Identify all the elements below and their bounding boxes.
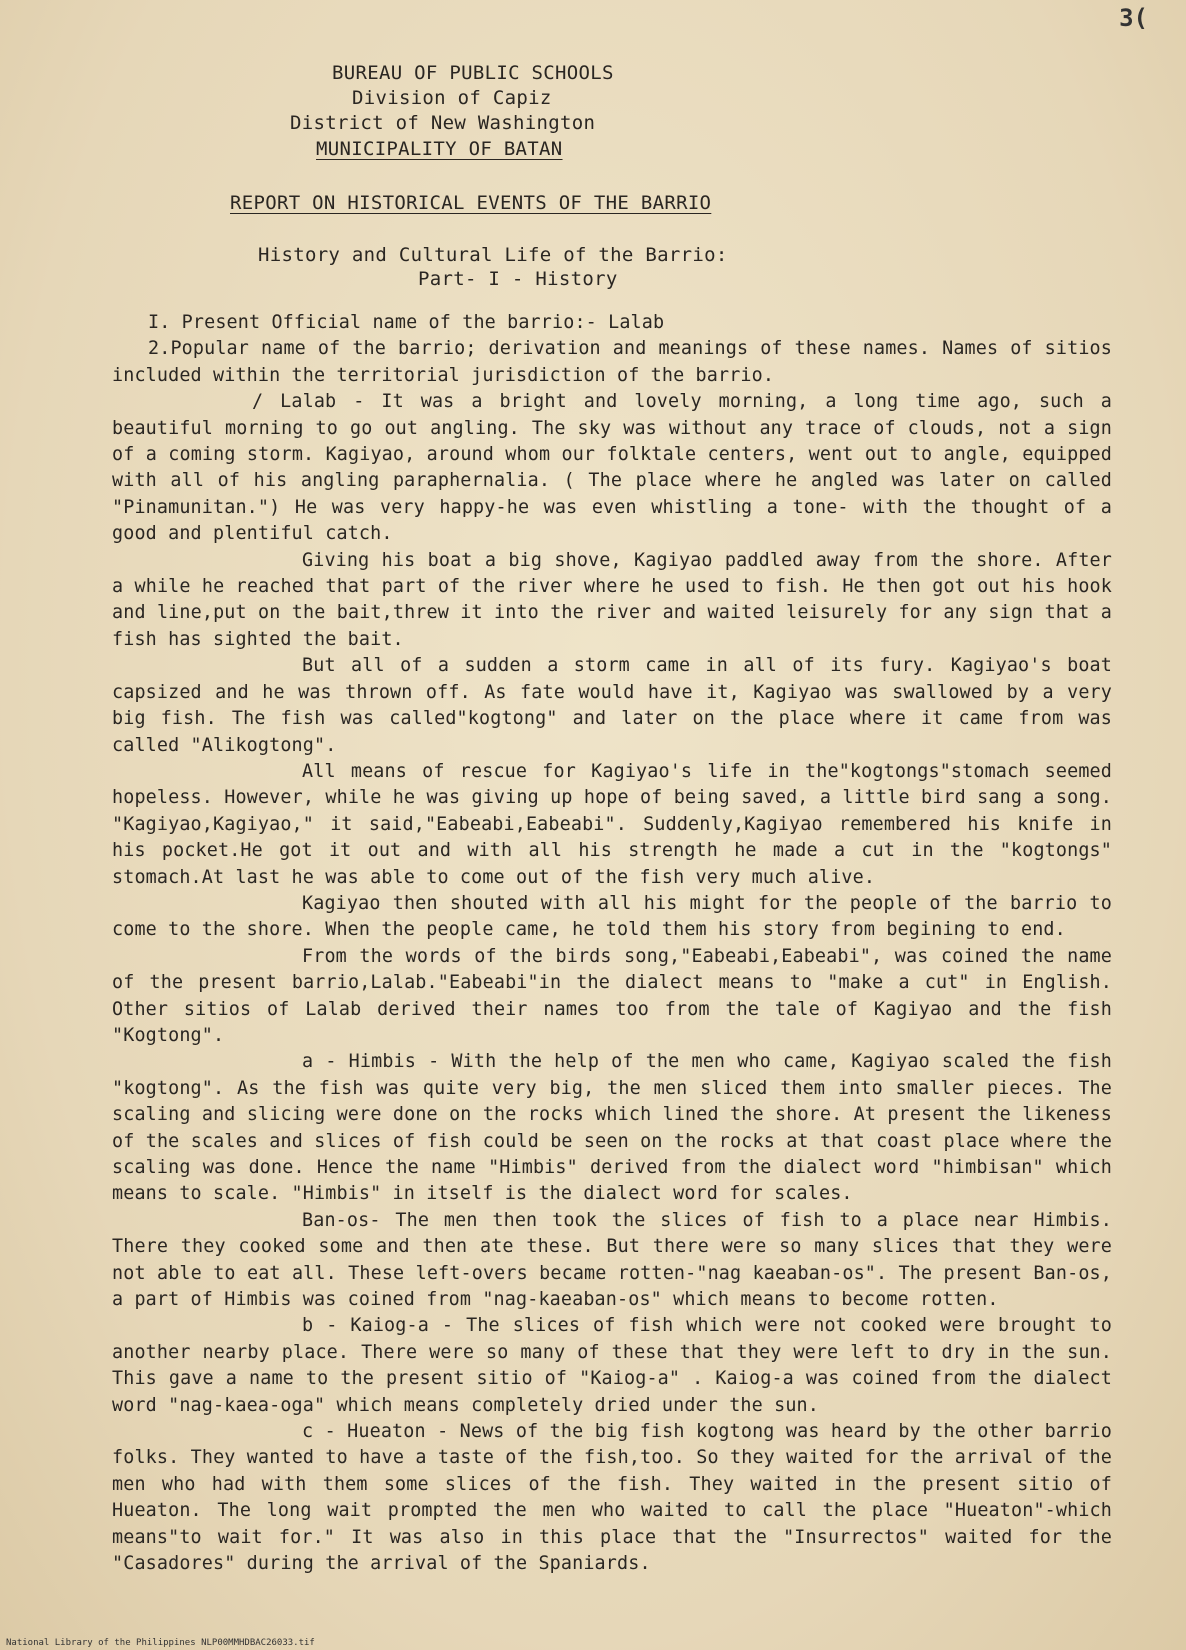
document-body <box>112 310 1112 1578</box>
paragraph-official-name: I. Present Official name of the barrio:- Lalab <box>148 312 665 333</box>
paragraph-storm: But all of a sudden a storm came in all of its fury. Kagiyao's boat capsized and he was thrown off. As fate would have it, Kagiyao was swallowed by a very big fish. The fish was called"kogtong" and later on the place where it came from was called "Alikogtong". <box>112 655 1112 756</box>
scan-footer: National Library of the Philippines NLP00MMHDBAC26033.tif <box>6 1638 315 1648</box>
division-line: Division of Capiz <box>352 87 552 109</box>
bureau-line: BUREAU OF PUBLIC SCHOOLS <box>332 62 614 84</box>
paragraph-himbis: a - Himbis - With the help of the men who came, Kagiyao scaled the fish "kogtong". As the fish was quite very big, the men sliced them into smaller pieces. The scaling and slicing were done on the rocks which lined the shore. At present the likeness of the scales and slices of fish could be seen on the rocks at that coast place where the scaling was done. Hence the name "Himbis" derived from the dialect word "himbisan" which means to scale. "Himbis" in itself is the dialect word for scales. <box>112 1051 1112 1205</box>
district-line: District of New Washington <box>290 112 596 134</box>
report-title: REPORT ON HISTORICAL EVENTS OF THE BARRIO <box>230 192 712 214</box>
paragraph-popular-name: 2.Popular name of the barrio; derivation and meanings of these names. Names of sitios included within the territorial jurisdiction of the barrio. <box>112 338 1112 386</box>
page-number: 3( <box>1119 4 1148 32</box>
subtitle-history-culture: History and Cultural Life of the Barrio: <box>258 244 728 266</box>
paragraph-bird-song: From the words of the birds song,"Eabeabi,Eabeabi", was coined the name of the present barrio,Lalab."Eabeabi"in the dialect means to "make a cut" in English. Other sitios of Lalab derived their names too from the tale of Kagiyao and the fish "Kogtong". <box>112 945 1112 1046</box>
paragraph-lalab-tale: / Lalab - It was a bright and lovely morning, a long time ago, such a beautiful morning to go out angling. The sky was without any trace of clouds, not a sign of a coming storm. Kagiyao, around whom our folktale centers, went out to angle, equipped with all of his angling paraphernalia. ( The place where he angled was later on called "Pinamunitan.") He was very happy-he was even whistling a tone- with the thought of a good and plentiful catch. <box>112 391 1112 545</box>
paragraph-boat-shove: Giving his boat a big shove, Kagiyao paddled away from the shore. After a while he reached that part of the river where he used to fish. He then got out his hook and line,put on the bait,threw it into the river and waited leisurely for any sign that a fish has sighted the bait. <box>112 549 1112 650</box>
paragraph-hueaton: c - Hueaton - News of the big fish kogtong was heard by the other barrio folks. They wanted to have a taste of the fish,too. So they waited for the arrival of the men who had with them some slices of the fish. They waited in the present sitio of Hueaton. The long wait prompted the men who waited to call the place "Hueaton"-which means"to wait for." It was also in this place that the "Insurrectos" waited for the "Casadores" during the arrival of the Spaniards. <box>112 1421 1112 1575</box>
paragraph-shout: Kagiyao then shouted with all his might for the people of the barrio to come to the shore. When the people came, he told them his story from begining to end. <box>112 892 1112 941</box>
paragraph-rescue: All means of rescue for Kagiyao's life in the"kogtongs"stomach seemed hopeless. However, while he was giving up hope of being saved, a little bird sang a song. "Kagiyao,Kagiyao," it said,"Eabeabi,Eabeabi". Suddenly,Kagiyao remembered his knife in his pocket.He got it out and with all his strength he made a cut in the "kogtongs" stomach.At last he was able to come out of the fish very much alive. <box>112 760 1112 888</box>
paragraph-kaiog-a: b - Kaiog-a - The slices of fish which were not cooked were brought to another nearby place. There were so many of these that they were left to dry in the sun. This gave a name to the present sitio of "Kaiog-a" . Kaiog-a was coined from the dialect word "nag-kaea-oga" which means completely dried under the sun. <box>112 1315 1112 1416</box>
subtitle-part-one: Part- I - History <box>418 268 618 290</box>
paragraph-ban-os: Ban-os- The men then took the slices of fish to a place near Himbis. There they cooked some and then ate these. But there were so many slices that they were not able to eat all. These left-overs became rotten-"nag kaeaban-os". The present Ban-os, a part of Himbis was coined from "nag-kaeaban-os" which means to become rotten. <box>112 1209 1112 1311</box>
municipality-line: MUNICIPALITY OF BATAN <box>316 138 563 160</box>
